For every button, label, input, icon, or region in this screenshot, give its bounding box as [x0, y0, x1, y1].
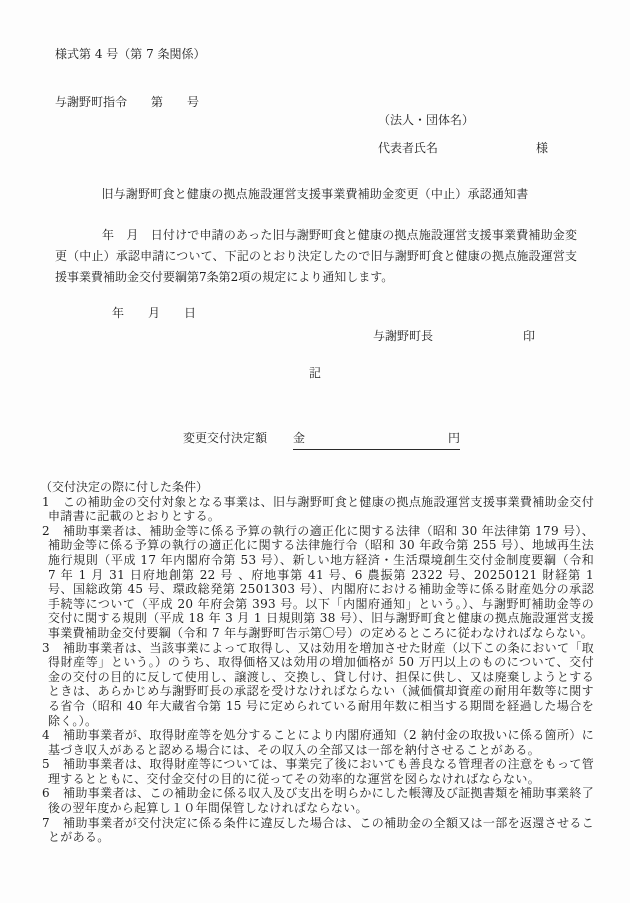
- condition-number: 2: [42, 523, 50, 538]
- record-marker: 記: [308, 366, 321, 380]
- condition-number: 4: [42, 728, 50, 743]
- condition-text: 補助事業者は、取得財産等については、事業完了後においても善良なる管理者の注意をもって管理するとともに、交付金交付の目的に従ってその効率的な運営を図らなければならない。: [48, 757, 594, 786]
- condition-item: [40, 641, 594, 729]
- issuer-name: 与謝野町長: [373, 329, 434, 343]
- condition-number: 1: [42, 494, 50, 509]
- condition-text: 補助事業者が交付決定に係る条件に違反した場合は、この補助金の全額又は一部を返還させることがある。: [48, 815, 594, 845]
- issuer-row: [373, 328, 535, 344]
- honorific-label: 様: [535, 141, 548, 155]
- recipient-block: [378, 112, 548, 156]
- body-paragraph: 年 月 日付けで申請のあった旧与謝野町食と健康の拠点施設運営支援事業費補助金変更（中止）承認申請について、下記のとおり決定したので旧与謝野町食と健康の拠点施設運営支援事業費補助金交付要綱第7条第2項の規定により通知します。: [55, 228, 577, 284]
- condition-number: 3: [42, 640, 50, 655]
- representative-row: [378, 140, 548, 156]
- conditions-section: [40, 480, 594, 845]
- condition-item: [40, 728, 594, 757]
- amount-label: 変更交付決定額: [183, 431, 268, 445]
- conditions-heading: （交付決定の際に付した条件）: [40, 480, 209, 494]
- condition-item: [40, 524, 594, 641]
- condition-text: 補助事業者は、補助金等に係る予算の執行の適正化に関する法律（昭和 30 年法律第 179 号）、補助金等に係る予算の執行の適正化に関する法律施行令（昭和 30 年政令第 255 号）、地域再生法施行規則（平成 17 年内閣府令第 53 号）、新しい地方経済・生活環境創生交付金制度要綱（令和 7 年 1 月 31 日府地創第 22 号 、府地事第 41 号、6 農振第 2322 号、20250121 財経第 1 号、国総政第 45 号、環政総発第 2501303 号）、内閣府における補助金等に係る財産処分の承認手続等について（平成 20 年府会第 393 号。以下「内閣府通知」という。）、与謝野町補助金等の交付に関する規則（平成 18 年 3 月 1 日規則第 38 号）、旧与謝野町食と健康の拠点施設運営支援事業費補助金交付要綱（令和 7 年与謝野町告示第〇号）の定めるところに従わなければならない。: [48, 523, 594, 640]
- condition-item: [40, 495, 594, 524]
- condition-text: 補助事業者は、この補助金に係る収入及び支出を明らかにした帳簿及び証拠書類を補助事業終了後の翌年度から起算し１０年間保管しなければならない。: [48, 786, 594, 816]
- condition-item: [40, 786, 594, 815]
- condition-text: 補助事業者は、当該事業によって取得し、又は効用を増加させた財産（以下この条において「取得財産等」という。）のうち、取得価格又は効用の増加価格が 50 万円以上のものについて、交付金の交付の目的に反して使用し、譲渡し、交換し、貸し付け、担保に供し、又は廃棄しようとするときは、あらかじめ与謝野町長の承認を受けなければならない（減価償却資産の耐用年数等に関する省令（昭和 40 年大蔵省令第 15 号に定められている耐用年数に相当する期間を経過した場合を除く。）。: [48, 640, 594, 728]
- amount-blank-line: [293, 430, 460, 450]
- amount-currency-prefix: 金: [293, 431, 306, 445]
- condition-item: [40, 757, 594, 786]
- condition-text: この補助金の交付対象となる事業は、旧与謝野町食と健康の拠点施設運営支援事業費補助金交付申請書に記載のとおりとする。: [48, 494, 594, 524]
- form-number: 様式第 4 号（第 7 条関係）: [55, 47, 206, 61]
- condition-text: 補助事業者が、取得財産等を処分することにより内閣府通知（2 納付金の取扱いに係る箇所）に基づき収入があると認める場合には、その収入の全部又は一部を納付させることがある。: [48, 728, 594, 757]
- issue-date-line: 年 月 日: [112, 306, 197, 320]
- amount-currency-suffix: 円: [447, 431, 460, 445]
- condition-number: 6: [42, 786, 50, 801]
- org-name-label: （法人・団体名）: [378, 113, 475, 127]
- seal-mark: 印: [522, 329, 535, 343]
- condition-number: 7: [42, 815, 50, 830]
- representative-label: 代表者氏名: [378, 141, 439, 155]
- directive-number-line: 与謝野町指令 第 号: [55, 95, 200, 109]
- condition-number: 5: [42, 757, 50, 772]
- document-title: 旧与謝野町食と健康の拠点施設運営支援事業費補助金変更（中止）承認通知書: [101, 187, 529, 201]
- condition-item: [40, 816, 594, 845]
